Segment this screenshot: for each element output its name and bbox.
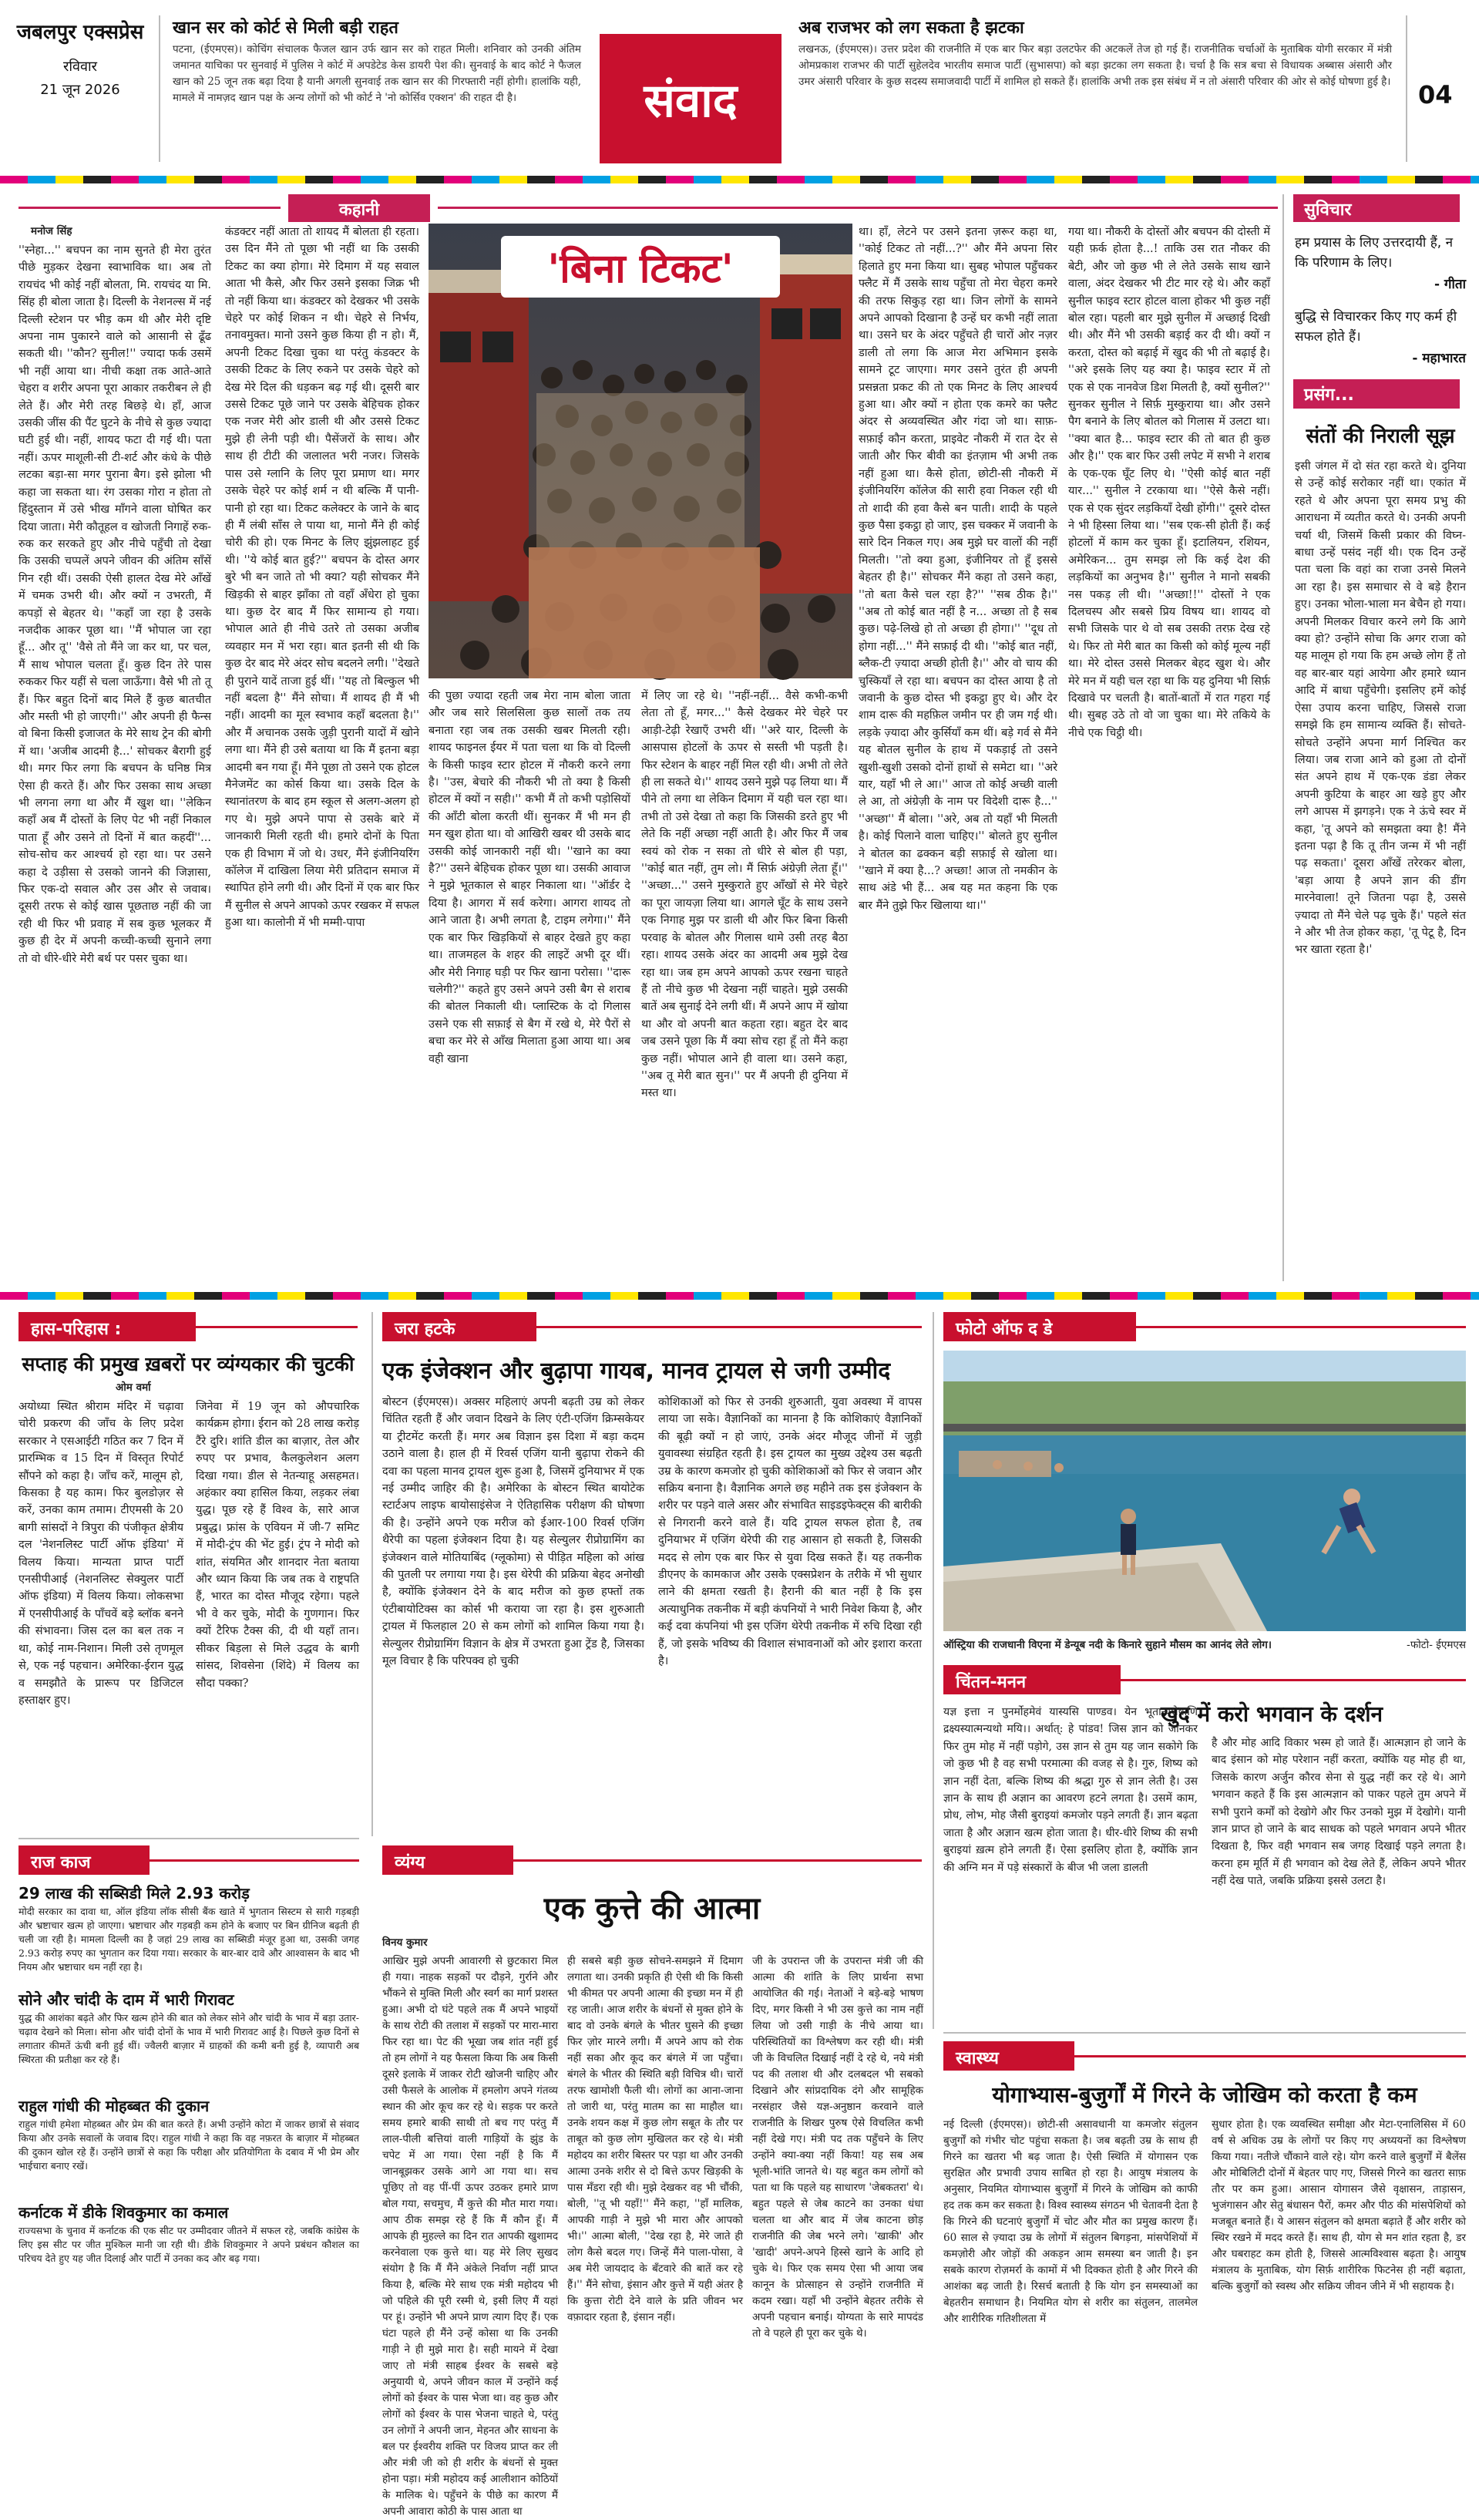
section-label-prasang: प्रसंग... bbox=[1293, 379, 1460, 409]
raj-kaaj-item bbox=[18, 1882, 359, 1988]
section-label-kahani: कहानी bbox=[288, 194, 430, 222]
divider bbox=[18, 1838, 359, 1839]
vyangya-col1: आखिर मुझे अपनी आवारगी से छुटकारा मिल ही गया। नाहक सड़कों पर दौड़ने, गुर्राने और भौंकने से मुक्ति मिली और स्वर्ग का मार्ग प्रशस्त हुआ। अभी दो घंटे पहले तक मैं अपने भाइयों के साथ रोटी की तलाश में सड़कों पर मारा-मारा फिर रहा था। पेट की भूखा जब शांत नहीं हुई तो हम लोगों ने यह फैसला किया कि अब किसी दूसरे इलाके में जाकर रोटी खोजनी चाहिए और उसी फैसले के आलोक में हमलोग अपने गंतव्य स्थान की ओर कूच कर रहे थे। सड़क पर करते समय हमारे बाकी साथी तो बच गए परंतु मैं लाल-पीली बत्तियां वाली गाड़ियों के झुंड के चपेट में आ गया। ऐसा नहीं है कि मैं जानबूझकर उसके आगे आ गया था। सच पूछिए तो वह पीं-पीं ऊपर उठकर हमारे प्राण बोल गया, सचमुच, मैं कुत्ते की मौत मारा गया। आप ठीक समझ रहे हैं कि मैं कौन हूँ। मैं आपके ही मुहल्ले का दिन रात आपकी खुशामद करनेवाला एक कुत्ते था। यह मेरे लिए सुखद संयोग है कि मैं मैंने अंकेले निर्वाण नहीं प्राप्त किया है, बल्कि मेरे साथ एक मंत्री महोदय भी जो पहिले की पूरी रस्मी थे, इसी लिए मैं यहां पर हूं। उन्होंने भी अपने प्राण त्याग दिए हैं। एक घंटा पहले ही मैंने उन्हें कोसा था कि उनकी गाड़ी ने ही मुझे मारा है। सही मायने में देखा जाए तो मंत्री साहब ईश्वर के सबसे बड़े अनुयायी थे, अपने जीवन काल में उन्होंने कई लोगों को ईश्वर के पास भेजा था। वह कुछ और लोगों को ईश्वर के पास भेजना चाहते थे, परंतु उन लोगों ने अपनी जान, मेहनत और साधना के बल पर ईश्वरीय शक्ति पर विजय प्राप्त कर ली और मंत्री जी को ही शरीर के बंधनों से मुक्त होना पड़ा। मंत्री महोदय कई आलीशान कोठियों के मालिक थे। पहुँचने के पीछे का कारण मैं अपनी आवारा कोठी के पास आता था bbox=[382, 1955, 558, 2518]
masthead-left bbox=[11, 17, 150, 156]
top-left-story bbox=[173, 15, 581, 106]
vyangya-title: एक कुत्ते की आत्मा bbox=[543, 1891, 761, 1926]
quote-mahabharat-source: - महाभारत bbox=[1412, 351, 1466, 366]
chintan-col1: यज्ञ इत्ता न पुनर्मोहमेवं यास्यसि पाण्डव। येन भूतान्यशेषाणि द्रक्ष्यस्यात्मन्यथो मयि।। अर्थात्: हे पांडव! जिस ज्ञान को जानकर फिर तुम मोह में नहीं पड़ोगे, उस ज्ञान से तुम यह जान सकोगे कि जो कुछ भी है वह सभी परमात्मा की वजह से है। गुरु, शिष्य को ज्ञान नहीं देता, बल्कि शिष्य की श्रद्धा गुरु से ज्ञान लेती है। उस ज्ञान के साथ ही अज्ञान का आवरण हटने लगता है। उसमें काम, प्रोध, लोभ, मोह जैसी बुराइयां कमजोर पड़ने लगती हैं। ज्ञान बढ़ता जाता है और अज्ञान खत्म होता जाता है। धीर-धीरे शिष्य की सभी बुराइयां ख़त्म होने लगती हैं। ऐसा इसलिए होता है, क्योंकि ज्ञान की अग्नि मन में पड़े संस्कारों के बीज भी जला डालती bbox=[943, 1706, 1198, 1874]
masthead-date: 21 जून 2026 bbox=[40, 82, 120, 98]
divider bbox=[1121, 1679, 1466, 1681]
divider bbox=[536, 1326, 922, 1328]
raj-kaaj-item-body: राहुल गांधी हमेशा मोहब्बत और प्रेम की बात करते हैं। अभी उन्होंने कोटा में जाकर छात्रों से संवाद किया और उनके सवालों के जवाब दिए। राहुल गांधी ने कहा कि वह नफ़रत के बाज़ार में मोहब्बत की दुकान खोल रहे हैं। उन्होंने छात्रों से कहा कि परीक्षा और प्रतियोगिता के दबाव में भी प्रेम और भाईचारा बनाए रखें। bbox=[18, 2118, 359, 2172]
divider bbox=[1406, 15, 1407, 162]
danube-river-image bbox=[943, 1351, 1466, 1631]
divider bbox=[933, 1312, 934, 2029]
swasthya-col2: सुधार होता है। एक व्यवस्थित समीक्षा और मेटा-एनालिसिस में 60 वर्ष से अधिक उम्र के लोगों पर किए गए अध्ययनों का विश्लेषण किया गया। नतीजे चौंकाने वाले रहे। योग करने वाले बुजुर्गों में बैलेंस और मोबिलिटी दोनों में बेहतर पाए गए, जिससे गिरने का खतरा साफ़ तौर पर कम हुआ। आसान योगासन जैसे वृक्षासन, ताड़ासन, भुजंगासन और सेतु बंधासन पैरों, कमर और पीठ की मांसपेशियों को मजबूत बनाते हैं। ये आसन संतुलन को क्षमता बढ़ाते हैं और शरीर को स्थिर रखने में मदद करते हैं। साथ ही, योग से मन शांत रहता है, डर और घबराहट कम होती है, जिससे आत्मविश्वास बढ़ता है। आयुष मंत्रालय के मुताबिक, योग सिर्फ़ शारीरिक फिटनेस ही नहीं बढ़ाता, बल्कि बुजुर्गों को स्वस्थ और सक्रिय जीवन जीने में भी सहायक है। bbox=[1212, 2118, 1466, 2293]
divider bbox=[150, 1859, 359, 1862]
divider bbox=[196, 1326, 358, 1328]
top-left-story-title: खान सर को कोर्ट से मिली बड़ी राहत bbox=[173, 19, 398, 38]
divider bbox=[371, 1312, 373, 1836]
kahani-col3a: की पुछा ज्यादा रहती जब मेरा नाम बोला जाता और जब सारे सिलसिला कुछ सालों तक तय बनाता रहा जब तक उसकी खबर मिलती रही। शायद फाइनल ईयर में पता चला था कि वो दिल्ली के किसी फाइव स्टार होटल में नौकरी करने लगा है। ''उस, बेचारे की नौकरी भी तो क्या है किसी होटल में क्यों न सही।'' कभी मैं तो कभी पड़ोसियों की आँटी बोला करती थीं। सुनकर मैं भी मन ही मन खुश होता था। वो आखिरी खबर थी उसके बाद उसकी कोई जानकारी नहीं थी। ''खाने का क्या है?'' उसने बेहिचक होकर पूछा था। उसकी आवाज ने मुझे भूतकाल से बाहर निकाला था। ''ऑर्डर दे दिया है। आगरा में सर्व करेगा। आगरा शायद तो आने जाता है। अभी लगता है, टाइम लगेगा।'' मैंने एक बार फिर खिड़कियों से बाहर देखते हुए कहा था। ताजमहल के शहर की लाइटें अभी दूर थीं। और मेरी निगाह घड़ी पर फिर खाना परोसा। ''दारू चलेगी?'' कहते हुए उसने अपने उसी बैग से शराब की बोतल निकाली थी। प्लास्टिक के दो गिलास उसने एक सी सफ़ाई से बैग में रखे थे, मेरे पैरों से बचा कर मेरे से आँख मिलाता हुआ आया था। अब वही खाना bbox=[429, 690, 630, 1065]
vyangya-col2: ही सबसे बड़ी कुछ सोचने-समझने में दिमाग लगाता था। उनकी प्रकृति ही ऐसी थी कि किसी भी कीमत पर अपनी आत्मा की इच्छा मन में ही रह जाती। आज शरीर के बंधनों से मुक्त होने के बाद वो उनके बंगले के भीतर घुसने की इच्छा फिर ज़ोर मारने लगी। मैं अपने आप को रोक नहीं सका और कूद कर बंगले में जा पहुँचा। बंगले के भीतर की स्थिति बड़ी विचित्र थी। चारों तरफ खामोशी फैली थी। लोगों का आना-जाना तो जारी था, परंतु मातम का सा माहौल था। उनके शयन कक्ष में कुछ लोग सबूत के तौर पर ताबूत को कुछ लोग मुखिलत कर रहे थे। मंत्री महोदय का शरीर बिस्तर पर पड़ा था और उनकी आत्मा उनके शरीर से दो बित्ते ऊपर खिड़की के पास मँडरा रही थी। मुझे देखकर वह भी चौंकी, बोली, ''तू भी यहाँ!'' मैंने कहा, ''हाँ मालिक, आपकी गाड़ी ने मुझे भी मारा और आपको भी।'' आत्मा बोली, ''देख रहा है, मेरे जाते ही लोग कैसे बदल गए। जिन्हें मैंने पाला-पोसा, वे अब मेरी जायदाद के बँटवारे की बातें कर रहे हैं।'' मैंने सोचा, इंसान और कुत्ते में यही अंतर है कि कुत्ता रोटी देने वाले के प्रति जीवन भर वफ़ादार रहता है, इंसान नहीं। bbox=[567, 1955, 743, 2323]
kahani-col2: कंडक्टर नहीं आता तो शायद मैं बोलता ही रहता। उस दिन मैंने तो पूछा भी नहीं था कि उसकी टिकट का क्या होगा। मेरे दिमाग में यह सवाल आता भी कैसे, और फिर उसने इसका जिक्र भी तो नहीं किया था। कंडक्टर को देखकर भी उसके चेहरे पर कोई शिकन न थी। चेहरे से निर्भय, तनावमुक्त। मानो उसने कुछ किया ही न हो। मैं, अपनी टिकट दिखा चुका था परंतु कंडक्टर के उसकी टिकट के लिए रुकने पर उसके चेहरे को देख मेरे दिल की धड़कन बढ़ गई थी। दूसरी बार उससे टिकट पूछे जाने पर उसके बेहिचक होकर एक नजर मेरी ओर डाली थी और उससे टिकट मुझे ही लेनी पड़ी थी। पैसेंजरों के साथ। और साथ ही टीटी की जलालत भरी नजर। जिसके पास उसे ग्लानि के लिए पूरा प्रमाण था। मगर उसके चेहरे पर कोई शर्म न थी बल्कि मैं पानी-पानी हो रहा था। टिकट कलेक्टर के जाने के बाद ही मैं लंबी साँस ले पाया था, मानो मैंने ही कोई चोरी की हो। एक मिनट के लिए झुंझलाहट हुई थी। ''ये कोई बात हुई?'' बचपन के दोस्त अगर बुरे भी बन जाते तो भी क्या? यही सोचकर मैंने खिड़की से बाहर झाँका तो वहाँ अँधेरा हो चुका था। कुछ देर बाद मैं फिर सामान्य हो गया। भोपाल आते ही नीचे उतरे तो उसका अजीब व्यवहार मन में भरा रहा। बात इतनी सी थी कि कुछ देर बाद मेरे अंदर सोच बदलने लगी। ''देखते ही पुराने यादें ताजा हुई थीं। ''यह तो बिल्कुल भी नहीं बदला है'' मैंने सोचा। मैं शायद ही मैं भी नहीं। आदमी का मूल स्वभाव कहाँ बदलता है।'' और मैं अचानक उसके जुड़ी पुरानी यादों में खोने लगा था। मैंने ही उसे बताया था कि मैं इतना बड़ा आदमी बन गया हूँ। मैंने पूछा तो उसने एक होटल मैनेजमेंट का कोर्स किया था। उसके दिल के स्थानांतरण के बाद हम स्कूल से अलग-अलग हो गए थे। मुझे अपने पापा से उसके बारे में जानकारी मिली रहती थी। हमारे दोनों के पिता एक ही विभाग में जो थे। उधर, मैंने इंजीनियरिंग कॉलेज में दाखिला लिया मेरी प्रतिदान समाज में स्थापित होने लगी थी। और दिनों में एक बार फिर मैं सुनील से अपने आपको ऊपर रखकर में सफल हुआ था। कालोनी में भी मम्मी-पापा bbox=[225, 226, 419, 930]
vyangya-col3: जी के उपरान्त जी के उपरान्त मंत्री जी की आत्मा की शांति के लिए प्रार्थना सभा आयोजित की गई। नेताओं ने बड़े-बड़े भाषण दिए, मगर किसी ने भी उस कुत्ते का नाम नहीं लिया जो उसी गाड़ी के नीचे आया था। परिस्थितियों का विश्लेषण कर रही थी। मंत्री जी के विचलित दिखाई नहीं दे रहे थे, नये मंत्री पद की तलाश थी और दलबदल भी सबको दिखाने और सांप्रदायिक दंगे और सामूहिक नरसंहार जैसे यज्ञ-अनुष्ठान करवाने वाले राजनीति के शिखर पुरुष ऐसे विचलित कभी नहीं देखे गए। मंत्री पद तक पहुँचने के लिए उन्होंने क्या-क्या नहीं किया! यह सब अब भूली-भांति जानते थे। यह बहुत कम लोगों को पता था कि पहले यह साधारण 'जेबकतरा' थे। बहुत पहले से जेब काटने का उनका धंधा चलता था और बाद में जेब काटना छोड़ राजनीति की जेब भरने लगे। 'खाकी' और 'खादी' अपने-अपने हिस्से खाने के आदि हो चुके थे। फिर एक समय ऐसा भी आया जब कानून के प्रोत्साहन से उन्होंने राजनीति में कदम रखा। यहाँ भी उन्होंने बेहतर तरीके से अपनी पहचान बनाई। योग्यता के सारे मापदंड तो वे पहले ही पूरा कर चुके थे। bbox=[752, 1955, 923, 2340]
top-right-story bbox=[798, 15, 1392, 90]
kahani-col5: गया था। नौकरी के दोस्तों और बचपन की दोस्ती में यही फ़र्क होता है...! ताकि उस रात नौकर की बेटी, और जो कुछ भी ले लेते उसके साथ खाने वाला, अंदर देखकर भी टीट मार रहे थे। और कहाँ सुनील फाइव स्टार होटल वाला होकर भी कुछ नहीं बोल रहा। पहली बार मुझे सुनील में अच्छाई दिखी थी। और मैंने भी उसकी बड़ाई कर दी थी। क्यों न करता, दोस्त को बढ़ाई में खुद की भी तो बढ़ाई है। ''अरे इसके लिए यह क्या है। फाइव स्टार में तो एक से एक नानवेज डिश मिलती है, क्यों सुनील?'' सुनकर सुनील ने सिर्फ़ मुस्कुराया था। और उसने पैग बनाने के लिए बोतल को गिलास में उलटा था। ''क्या बात है... फाइव स्टार की तो बात ही कुछ और है।'' एक बार फिर उसी लपेट में सभी ने शराब के एक-एक घूँट लिए थे। ''ऐसी कोई बात नहीं यार...'' सुनील ने टरकाया था। ''ऐसे कैसे नहीं। एक से एक सुंदर लड़कियाँ देखी होंगी।'' दूसरे दोस्त ने भी हिस्सा लिया था। ''सब एक-सी होती हैं। कई होटलों में काम कर चुका हूँ। इटालियन, रशियन, अमेरिकन... तुम समझ लो कि कई देश की लड़कियों का अनुभव है।'' सुनील ने मानो सबकी नस पकड़ ली थी। ''अच्छा!!'' दोस्तों ने एक दिलचस्प और सबसे प्रिय विषय था। शायद वो सभी जिसके पार थे वो सब उसकी तरफ़ देख रहे थे। फिर तो मेरी बात का किसी को कोई मूल्य नहीं था। मेरे दोस्त उससे मिलकर बेहद खुश थे। और मेरे मन में यही चल रहा था कि यह दुनिया भी सिर्फ़ दिखावे पर चलती है। बातों-बातों में रात गहरा गई थी। सुबह उठे तो वो जा चुका था। मेरे तकिये के नीचे एक चिट्ठी थी। bbox=[1068, 226, 1271, 739]
quote-gita-source: - गीता bbox=[1434, 277, 1466, 292]
raj-kaaj-item-body: मोदी सरकार का दावा था, ऑल इंडिया लॉक सीसी बैंक खाते में भुगतान सिस्टम से सारी गड़बड़ी और भ्रष्टाचार खत्म हो जाएगा। भ्रष्टाचार और गड़बड़ी कम होने के बजाए पर बिन ग्रीनिज बढ़ती ही चली जा रही है। मामला दिल्ली का है जहां 29 लाख का सब्सिडी मंजूर हुआ था, उसकी जगह 2.93 करोड़ रुपए का भुगतान कर दिया गया। सरकार के बार-बार दावे और आश्वासन के बाद भी नियम और भ्रष्टाचार थम नहीं रहा है। bbox=[18, 1906, 359, 1973]
hasya-col2: जिनेवा में 19 जून को औपचारिक कार्यक्रम होगा। ईरान को 28 लाख करोड़ टैंरे दुरि। शांति डील का बाज़ार, तेल और रुपए पर प्रभाव, कैलकुलेशन अलग दिखा गया। डील से नेतन्याहू असहमत। अहंकार क्या हासिल किया, लड़कर लंबा युद्ध। पूछ रहे हैं विश्व के, सारे आज प्रबुद्ध। फ्रांस के एवियन में जी-7 समिट में मोदी-ट्रंप की भेंट हुई। ट्रंप ने मोदी को शांत, संयमित और शानदार नेता बताया और ध्यान किया कि जब तक वे राष्ट्रपति हैं, भारत का दोस्त मौजूद रहेगा। पहले भी वे कर चुके, मोदी के गुणगान। फिर क्यों टैरिफ टैक्स की, दी थी यहाँ तान। सीकर बिड़ला से मिले उद्धव के बागी सांसद, शिवसेना (शिंदे) में विलय का सौदा पक्का? bbox=[196, 1401, 359, 1690]
raj-kaaj-item bbox=[18, 1989, 359, 2094]
hasya-title: सप्ताह की प्रमुख ख़बरों पर व्यंग्यकार की चुटकी bbox=[22, 1353, 355, 1375]
color-stripe bbox=[0, 1292, 1479, 1300]
chintan-title: खुद में करो भगवान के दर्शन bbox=[1160, 1701, 1383, 1727]
swasthya-title: योगाभ्यास-बुजुर्गों में गिरने के जोखिम को करता है कम bbox=[992, 2082, 1417, 2108]
vyangya-author: विनय कुमार bbox=[382, 1936, 428, 1949]
section-label-suvichar: सुविचार bbox=[1293, 194, 1460, 222]
section-label-photo-of-day: फोटो ऑफ द डे bbox=[943, 1312, 1136, 1341]
raj-kaaj-item-title: कर्नाटक में डीके शिवकुमार का कमाल bbox=[18, 2203, 229, 2222]
section-label-swasthya: स्वास्थ्य bbox=[943, 2041, 1074, 2071]
page-number: 04 bbox=[1418, 80, 1453, 109]
divider bbox=[438, 207, 1278, 209]
kahani-col4: था। हाँ, लेटने पर उसने इतना ज़रूर कहा था, ''कोई टिकट तो नहीं...?'' और मैंने अपना सिर हिलाते हुए मना किया था। सुबह भोपाल पहुँचकर फ्लैट में मैं उसके साथ पहुँचा तो मेरा चेहरा कमरे की तरफ सिकुड़ रहा था। जिन लोगों के सामने अपने आपको दिखाना है उन्हें घर कभी नहीं लाता था। उसने घर के अंदर पहुँचते ही चारों ओर नज़र डाली तो लगा कि आज मेरा अभिमान इसके सामने टूट जाएगा। मगर उसने तुरंत ही अपनी प्रसन्नता प्रकट की तो एक मिनट के लिए आश्चर्य हुआ था। और क्यों न होता एक कमरे का फ्लैट अंदर से अव्यवस्थित और गंदा जो था। साफ़-सफ़ाई कौन करता, प्राइवेट नौकरी में रात देर से जाती और फिर बीवी का इंतज़ाम भी अभी तक नहीं हुआ था। कैसे होता, छोटी-सी नौकरी में इंजीनियरिंग कॉलेज की सारी हवा निकल रही थी तो शादी की हवा कैसे बन पाती। शादी के पहले कुछ पैसा इकट्ठा हो जाए, इस चक्कर में जवानी के सारे दिन निकल गए। अब मुझे घर वालों की नहीं मिलती। ''तो क्या हुआ, इंजीनियर तो हूँ इससे बेहतर ही है।'' सोचकर मैंने कहा तो उसने कहा, ''तो बता कैसे चल रहा है?'' ''सब ठीक है।'' ''अब तो कोई बात नहीं है न... अच्छा तो है सब कुछ। पढ़े-लिखे हो तो अच्छा ही होगा।'' ''दूध तो होगा नहीं...'' मैंने सफ़ाई दी थी। ''कोई बात नहीं, ब्लैक-टी ज़्यादा अच्छी होती है।'' और वो चाय की चुस्कियाँ ले रहा था। बचपन का दोस्त आया है तो जवानी के कुछ दोस्त भी इकट्ठा हुए थे। और देर शाम दारू की महफ़िल जमीन पर ही जम गई थी। लड़के ज़्यादा और कुर्सियाँ कम थीं। बड़े गर्व से मैंने यह बोतल सुनील के हाथ में पकड़ाई तो उसने खुशी-खुशी उसको दोनों हाथों से समेटा था। ''अरे यार, यहाँ भी ले आ।'' आज तो कोई अच्छी वाली ले आ, तो अंग्रेज़ी के नाम पर विदेशी दारू है...'' ''अच्छा'' मैं बोला। ''अरे, अब तो यहाँ भी मिलती है। कोई पिलाने वाला चाहिए।'' बोलते हुए सुनील ने बोतल का ढक्कन बड़ी सफ़ाई से खोला था। ''खाने में क्या है...? अच्छा! आज तो नमकीन के साथ अंडे भी हैं... अब यह मत कहना कि एक बार मैंने तुझे फिर खिलाया था।'' bbox=[859, 226, 1057, 912]
raj-kaaj-item-title: राहुल गांधी की मोहब्बत की दुकान bbox=[18, 2097, 210, 2115]
raj-kaaj-item bbox=[18, 2202, 359, 2293]
kahani-title-box bbox=[503, 237, 778, 296]
prasang-title: संतों की निराली सूझ bbox=[1306, 425, 1455, 448]
section-title-sanvad: संवाद bbox=[600, 34, 782, 163]
kahani-author: मनोज सिंह bbox=[31, 225, 72, 237]
section-label-raj-kaaj: राज काज bbox=[18, 1845, 150, 1875]
divider bbox=[943, 2032, 1466, 2034]
prasang-body: इसी जंगल में दो संत रहा करते थे। दुनिया से उन्हें कोई सरोकार नहीं था। एकांत में रहते थे और अपना पूरा समय प्रभु की आराधना में व्यतीत करते थे। उनकी अपनी चर्या थी, जिसमें किसी प्रकार की विघ्न-बाधा उन्हें पसंद नहीं थी। एक दिन उन्हें पता चला कि वहां का राजा उनसे मिलने आ रहा है। इस समाचार से वे बड़े हैरान हुए। उनका भोला-भाला मन बेचैन हो गया। अपनी मिलकर विचार करने लगे कि आगे क्या हो? उन्होंने सोचा कि अगर राजा को यह मालूम हो गया कि हम अच्छे लोग हैं तो वह बार-बार यहां आयेगा और हमारे ध्यान आदि में बाधा पहुँचेगी। इसलिए हमें कोई ऐसा उपाय करना चाहिए, जिससे राजा समझे कि हम सामान्य व्यक्ति हैं। सोचते-सोचते उन्होंने अपना मार्ग निश्चित कर लिया। जब राजा आने को हुआ तो दोनों संत अपने हाथ में एक-एक डंडा लेकर अपनी कुटिया के बाहर आ खड़े हुए और लगे आपस में झगड़ने। एक ने ऊंचे स्वर में कहा, 'तू अपने को समझता क्या है! मैंने इतना पढ़ा है कि तू तीन जन्म में भी नहीं पढ़ सकता।' दूसरा आँखें तरेरकर बोला, 'बड़ा आया है अपने ज्ञान की डींग मारनेवाला! तूने जितना पढ़ा है, उससे ज़्यादा तो मैंने चेले पढ़ चुके हैं।' पहले संत ने और भी तेज होकर कहा, 'तू पेटू है, दिन भर खाता रहता है।' bbox=[1295, 460, 1466, 957]
divider bbox=[1074, 2055, 1466, 2057]
jara-hatke-col1: बोस्टन (ईएमएस)। अक्सर महिलाएं अपनी बढ़ती उम्र को लेकर चिंतित रहती हैं और जवान दिखने के लिए एंटी-एजिंग क्रिम्सकेयर या ट्रीटमेंट करती हैं। मगर अब विज्ञान इस दिशा में बड़ा कदम उठाने वाला है। हाल ही में रिवर्स एजिंग यानी बुढ़ापा रोकने की दवा का पहला मानव ट्रायल शुरू हुआ है, जिसमें दुनियाभर में एक नई उम्मीद जाहिर की है। अमेरिका के बोस्टन स्थित बायोटेक स्टार्टअप लाइफ बायोसाइंसेज ने ऐतिहासिक परीक्षण की घोषणा की है। उन्होंने अपने एक मरीज को ईआर-100 रिवर्स एजिंग थैरेपी का पहला इंजेक्शन दिया है। यह सेल्युलर रीप्रोग्रामिंग का इंजेक्शन वाले मोतियाबिंद (ग्लूकोमा) से पीड़ित महिला को आंख की पुतली पर लगाया गया है। इस थेरेपी की प्रक्रिया बेहद अनोखी है, क्योंकि इंजेक्शन देने के बाद मरीज को कुछ हफ्तों तक एंटीबायोटिक्स का कोर्स भी कराया जा रहा है। इस शुरुआती ट्रायल में फिलहाल 20 से कम लोगों को शामिल किया गया है। सेल्युलर रीप्रोग्रामिंग विज्ञान के क्षेत्र में उभरता हुआ ट्रेंड है, जिसका मूल विचार है कि परिपक्व हो चुकी bbox=[382, 1396, 644, 1668]
section-label-vyangya: व्यंग्य bbox=[382, 1845, 513, 1875]
top-right-story-body: लखनऊ, (ईएमएस)। उत्तर प्रदेश की राजनीति में एक बार फिर बड़ा उलटफेर की अटकलें तेज हो गई हैं। राजनीतिक चर्चाओं के मुताबिक योगी सरकार में मंत्री ओमप्रकाश राजभर की पार्टी सुहेलदेव भारतीय समाज पार्टी (सुभासपा) को बड़ा झटका लग सकता है। चर्चा है कि सत्र बचा से विधायक अब्बास अंसारी और उमर अंसारी परिवार के कुछ सदस्य समाजवादी पार्टी में शामिल हो सकते हैं। हालांकि अभी तक इस संबंध में न तो अंसारी परिवार की ओर से कोई घोषणा हुई है। bbox=[798, 43, 1392, 88]
divider bbox=[159, 15, 160, 162]
kahani-title: 'बिना टिकट' bbox=[547, 245, 734, 292]
raj-kaaj-item bbox=[18, 2095, 359, 2201]
paper-name: जबलपुर एक्सप्रेस bbox=[16, 21, 144, 44]
top-left-story-body: पटना, (ईएमएस)। कोचिंग संचालक फैजल खान उर्फ खान सर को राहत मिली। शनिवार को उनकी अंतिम जमानत याचिका पर सुनवाई में पुलिस ने कोर्ट में अपडेटेड केस डायरी पेश की। सुनवाई के बाद कोर्ट ने फैजल खान को 25 जून तक बढ़ा दिया है यानी अगली सुनवाई तक खान सर की गिरफ्तारी नहीं होगी। हालांकि यही, मामले में नामज़द खान पक्ष के अन्य लोगों को भी कोर्ट ने 'नो कोर्सिव एक्शन' की राहत दी है। bbox=[173, 43, 581, 104]
hasya-author: ओम वर्मा bbox=[116, 1381, 151, 1394]
suvichar-box bbox=[1295, 233, 1466, 368]
raj-kaaj-item-body: राज्यसभा के चुनाव में कर्नाटक की एक सीट पर उम्मीदवार जीतने में सफल रहे, जबकि कांग्रेस के लिए इस सीट पर जीत मुश्किल मानी जा रही थी। डीके शिवकुमार ने अपने प्रबंधन कौशल का परिचय देते हुए यह जीत दिलाई और पार्टी में उनका कद और बढ़ गया। bbox=[18, 2225, 359, 2264]
swasthya-col1: नई दिल्ली (ईएमएस)। छोटी-सी असावधानी या कमजोर संतुलन बुजुर्गों को गंभीर चोट पहुंचा सकता है। जब बढ़ती उम्र के साथ ही गिरने का खतरा भी बढ़ जाता है। ऐसी स्थिति में योगासन एक सुरक्षित और प्रभावी उपाय साबित हो रहा है। आयुष मंत्रालय के अनुसार, नियमित योगाभ्यास बुजुर्गों में गिरने के जोखिम को काफी हद तक कम कर सकता है। विश्व स्वास्थ्य संगठन भी चेतावनी देता है कि गिरने की घटनाएं बुजुर्गों में चोट और मौत का प्रमुख कारण हैं। 60 साल से ज़्यादा उम्र के लोगों में संतुलन बिगड़ना, मांसपेशियों में कमज़ोरी और जोड़ों की अकड़न आम समस्या बन जाती है। इन सबके कारण रोज़मर्रा के कामों में भी दिक्कत होती है और गिरने की आशंका बढ़ जाती है। रिसर्च बताती है कि योग इन समस्याओं का बेहतरीन समाधान है। नियमित योग से शरीर का संतुलन, तालमेल और शारीरिक गतिशीलता में bbox=[943, 2118, 1198, 2325]
raj-kaaj-item-body: युद्ध की आशंका बढ़ते और फिर खत्म होने की बात को लेकर सोने और चांदी के भाव में बड़ा उतार-चढ़ाव देखने को मिला। सोना और चांदी दोनों के भाव में भारी गिरावट आई है। पिछले कुछ दिनों से लगातार कीमतें ऊंची बनी हुई थीं। ज्वैलरी बाज़ार में ग्राहकों की कमी बनी हुई है, व्यापारी अब स्थिरता की प्रतीक्षा कर रहे हैं। bbox=[18, 2012, 359, 2065]
section-label-hasya: हास-परिहास : bbox=[18, 1312, 196, 1341]
divider bbox=[18, 207, 281, 209]
photo-of-day-credit: -फोटो- ईएमएस bbox=[1407, 1639, 1466, 1651]
quote-gita: हम प्रयास के लिए उत्तरदायी हैं, न कि परिणाम के लिए। bbox=[1295, 235, 1454, 271]
top-right-story-title: अब राजभर को लग सकता है झटका bbox=[798, 19, 1024, 38]
kahani-col1: ''स्नेहा...'' बचपन का नाम सुनते ही मेरा तुरंत पीछे मुड़कर देखना स्वाभाविक था। अब तो रायचंद भी कोई नहीं बोलता, मि. रायचंद या मि. सिंह ही बोला जाता है। दिल्ली के नेशनल्स में नई दिल्ली स्टेशन पर भीड़ कम थी और मेरी दृष्टि अपना नाम पुकारने वाले को आसानी से ढूँढ सकती थी। ''कौन? सुनील!'' ज्यादा फर्क उसमें भी नहीं आया था। नीची कक्षा तक आते-आते चेहरा व शरीर अपना पूरा आकार तकरीबन ले ही लेते हैं। और मेरी तरह बिछड़े थे। हाँ, आज उसकी जींस की पैंट घुटने के नीचे से कुछ ज्यादा घटी हुई थी। नहीं, शायद फटा दी गई थी। पता नहीं। ऊपर माशूली-सी टी-शर्ट और कंधे के पीछे लटका बड़ा-सा मगर पुराना बैग। इसे झोला भी कहा जा सकता था। रंग उसका गोरा न होता तो हिंदुस्तान में उसे भीख माँगने वाला घोषित कर दिया जाता। मेरी कौतूहल व खोजती निगाहें रुक-रुक कर सरकते हुए और नीचे पहुँची तो देखा कि उसकी चप्पलें अपने जीवन की अंतिम साँसें गिन रही थीं। उसकी ऐसी हालत देख मेरे आँखें में चमक उभरी थी। और क्यों न उभरती, मैं कपड़ों से बेहतर थे। ''कहाँ जा रहा है उसके नजदीक आकर पूछा था। ''मैं भोपाल जा रहा हूँ... और तू'' 'वैसे तो मैंने जा कर था, पर चल, मैं साथ भोपाल चलता हूँ। कुछ दिन तेरे पास रुककर फिर यहीं से चला जाऊँगा। वैसे भी तो तू हैं। फिर बहुत दिनों बाद मिले हैं कुछ बातचीत और मस्ती भी हो जाएगी।'' और अपनी ही फैन्स वो बिना किसी इजाजत के मेरे साथ ट्रेन की बोगी में था। 'अजीब आदमी है...' सोचकर बैरागी हुई थी। मगर फिर लगा कि बचपन के घनिष्ठ मित्र ऐसा ही करते हैं। और फिर उसका साथ अच्छा भी लगना लगा था और मैं खुश था। ''लेकिन कहाँ अब मैं दोस्तों के लिए पेट भी नहीं निकाल पाता हूँ और उसने तो दिनों में बात कहदीं''... सोच-सोच कर आश्चर्य हो रहा था। पर उसने कहा दे उड़ीसा से उसको जानने की जिज्ञासा, फिर एक-दो सवाल और उस और से जवाब। दूसरी तरफ से कोई खास पूछताछ नहीं की जा रही थी फिर भी प्रवाह में सब कुछ भूलकर मैं कुछ ही देर में अपनी कच्ची-कच्ची सुनाने लगा तो वो धीरे-धीरे मेरी बर्थ पर पसर चुका था। bbox=[18, 244, 211, 965]
photo-of-day-image bbox=[943, 1351, 1466, 1631]
raj-kaaj-item-title: सोने और चांदी के दाम में भारी गिरावट bbox=[18, 1990, 234, 2009]
kahani-col3b: में लिए जा रहे थे। ''नहीं-नहीं... वैसे कभी-कभी लेता तो हूँ, मगर...'' कैसे देखकर मेरे चेहरे पर आड़ी-टेढ़ी रेखाएँ उभरी थीं। ''अरे यार, दिल्ली के आसपास होटलों के ऊपर से सस्ती भी पड़ती है। फिर स्टेशन के बाहर नहीं मिल रही थी। अभी तो लेते ही ला सकते थे।'' शायद उसने मुझे पढ़ लिया था। मैं पीने तो लगा था लेकिन दिमाग में यही चल रहा था। तभी तो उसे देखा तो कहा कि जिसकी डरते हुए भी लेते कि नहीं अच्छा नहीं आती है। और फिर मैं जब स्वयं को रोक न सका तो धीरे से बोल ही पड़ा, ''कोई बात नहीं, तुम लो। मैं सिर्फ़ अंग्रेज़ी लेता हूँ।'' ''अच्छा...'' उसने मुस्कुराते हुए आँखों से मेरे चेहरे का पूरा जायज़ा लिया था। आगले घूँट के साथ उसने एक निगाह मुझ पर डाली थी और फिर बिना किसी परवाह के बोतल और गिलास थामे उसी तरह बैठा रहा। शायद उसके अंदर का आदमी अब मुझे देख रहा था। जब हम अपने आपको ऊपर रखना चाहते हैं तो नीचे कुछ भी देखना नहीं चाहते। मुझे उसकी बातें अब सुनाई देने लगी थीं। मैं अपने आप में खोया था और वो अपनी बात कहता रहा। बहुत देर बाद जब उसने पूछा कि मैं क्या सोच रहा हूँ तो मैंने कहा कुछ नहीं। भोपाल आने ही वाला था। उसने कहा, ''अब तू मेरी बात सुन।'' पर मैं अपनी ही दुनिया में मस्त था। bbox=[641, 690, 848, 1100]
divider bbox=[1282, 194, 1284, 1281]
photo-of-day-caption: ऑस्ट्रिया की राजधानी विएना में डेन्यूब नदी के किनारे सुहाने मौसम का आनंद लेते लोग। bbox=[943, 1639, 1272, 1651]
section-label-jara-hatke: जरा हटके bbox=[382, 1312, 536, 1341]
divider bbox=[1136, 1326, 1466, 1328]
jara-hatke-title: एक इंजेक्शन और बुढ़ापा गायब, मानव ट्रायल से जगी उम्मीद bbox=[382, 1358, 891, 1384]
section-label-chintan: चिंतन-मनन bbox=[943, 1665, 1121, 1694]
masthead-day: रविवार bbox=[62, 59, 98, 75]
divider bbox=[513, 1859, 922, 1862]
jara-hatke-col2: कोशिकाओं को फिर से उनकी शुरुआती, युवा अवस्था में वापस लाया जा सके। वैज्ञानिकों का मानना है कि कोशिकाएं वैज्ञानिकों की बूढ़ी क्यों न हो जाएं, उनके अंदर मौजूद जीनों में जुड़ी युवावस्था संग्रहित रहती है। इस ट्रायल का मुख्य उद्देश्य उस बढ़ती उम्र के कारण कमजोर हो चुकी कोशिकाओं को फिर से जवान और सक्रिय बनाना है। वैज्ञानिक अगले छह महीने तक इस इंजेक्शन के शरीर पर पड़ने वाले असर और संभावित साइडइफेक्ट्स की बारीकी से निगरानी करने वाले हैं। यदि ट्रायल सफल होता है, तब दुनियाभर में एजिंग थेरेपी की राह आसान हो सकती है, जिसकी मदद से लोग एक बार फिर से युवा दिख सकते हैं। यह तकनीक डीएनए के कामकाज और उसके एक्सप्रेशन के तरीके में भी सुधार लाने की क्षमता रखती है। हैरानी की बात नहीं है कि इस अत्याधुनिक तकनीक में बड़ी कंपनियों ने भारी निवेश किया है, और कई दवा कंपनियां भी इस एजिंग थेरेपी तकनीक में रुचि दिखा रही हैं, जो इसके भविष्य की विशाल संभावनाओं को ओर इशारा करता है। bbox=[658, 1396, 922, 1668]
quote-mahabharat: बुद्धि से विचारकर किए गए कर्म ही सफल होते हैं। bbox=[1295, 309, 1457, 345]
raj-kaaj-item-title: 29 लाख की सब्सिडी मिले 2.93 करोड़ bbox=[18, 1884, 250, 1903]
hasya-col1: अयोध्या स्थित श्रीराम मंदिर में चढ़ावा चोरी प्रकरण की जाँच के लिए प्रदेश सरकार ने एसआईटी गठित कर 7 दिन में प्रारम्भिक व 15 दिन में विस्तृत रिपोर्ट सौंपने को कहा है। जाँच करें, मालूम हो, किसका है यह काम। फिर बुलडोज़र से करें, उनका काम तमाम। टीएमसी के 20 बागी सांसदों ने त्रिपुरा की पंजीकृत क्षेत्रीय दल 'नेशनलिस्ट पार्टी ऑफ इंडिया' में विलय किया। मान्यता प्राप्त पार्टी एनसीपीआई (नेशनलिस्ट सेक्युलर पार्टी ऑफ इंडिया) में विलय किया। लोकसभा में एनसीपीआई के पाँचवें बड़े ब्लॉक बनने की संभावना। जिस दल का बल तक न था, कोई नाम-निशान। मिली उसे तृणमूल से, एक नई पहचान। अमेरिका-ईरान युद्ध व समझौते के प्रारूप पर डिजिटल हस्ताक्षर हुए। bbox=[18, 1401, 183, 1707]
chintan-col2: है और मोह आदि विकार भस्म हो जाते हैं। आत्मज्ञान हो जाने के बाद इंसान को मोह परेशान नहीं करता, क्योंकि यह मोह ही था, जिसके कारण अर्जुन कौरव सेना से युद्ध नहीं कर रहे थे। आगे भगवान कहते हैं कि इस आत्मज्ञान को पाकर पहले तुम अपने में सभी पुराने कर्मों को देखोगे और फिर उनको मुझ में देखोगे। यानी ज्ञान प्राप्त हो जाने के बाद साधक को पहले भगवान अपने भीतर दिखता है, फिर वही भगवान सब जगह दिखाई पड़ने लगता है। करना हम मूर्ति में ही भगवान को देख लेते हैं, लेकिन अपने भीतर नहीं देख पाते, जबकि प्रक्रिया इससे उलटा है। bbox=[1212, 1737, 1466, 1888]
color-stripe bbox=[0, 176, 1479, 183]
